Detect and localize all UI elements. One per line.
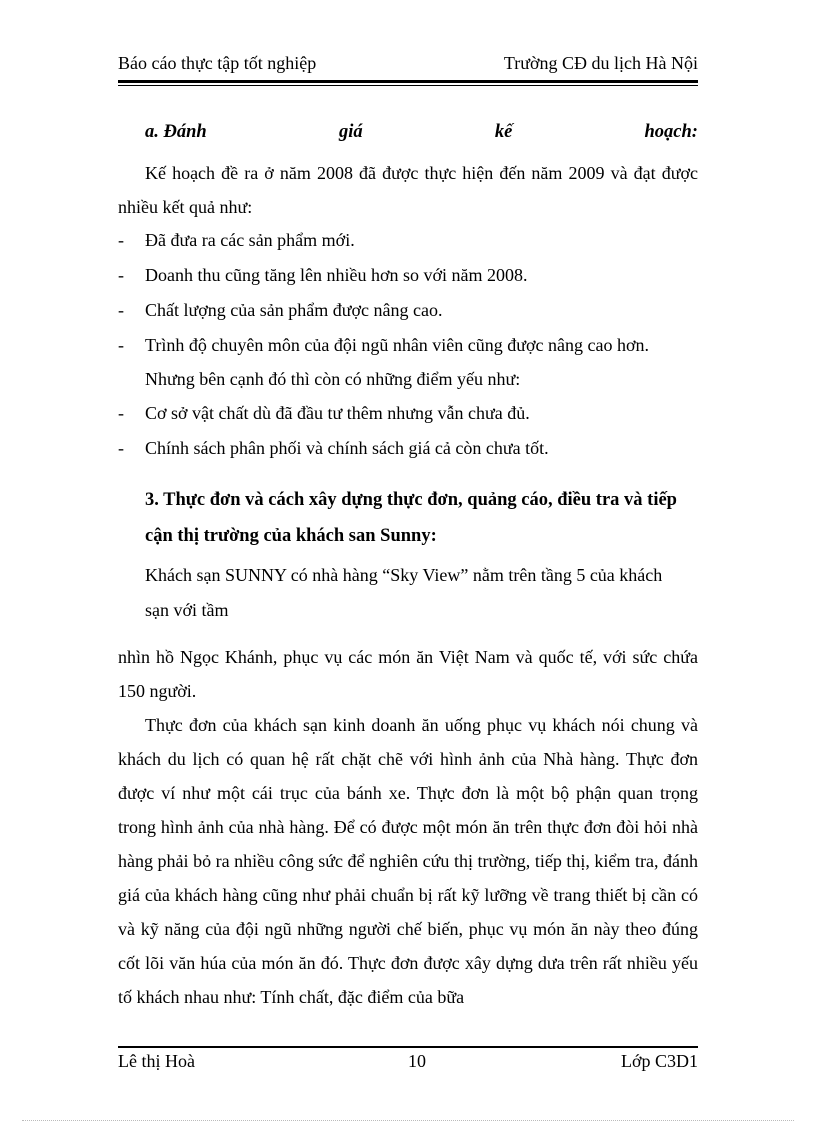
section-3-intro-line2: sạn với tầm: [145, 600, 229, 620]
weakness-item: [118, 403, 698, 433]
bullet-dash: -: [118, 438, 124, 458]
heading-word: hoạch:: [644, 122, 698, 142]
result-item: [118, 300, 698, 330]
result-text: Trình độ chuyên môn của đội ngũ nhân viên cũng được nâng cao hơn.: [145, 335, 650, 355]
bullet-dash: -: [118, 403, 124, 423]
bullet-dash: -: [118, 300, 124, 320]
footer-class: Lớp C3D1: [620, 1051, 698, 1071]
heading-word: giá: [338, 122, 363, 142]
bullet-dash: -: [118, 265, 124, 285]
page-header: [118, 53, 698, 79]
menu-paragraph: Thực đơn của khách sạn kinh doanh ăn uống phục vụ khách nói chung và khách du lịch có quan hệ rất chặt chẽ với hình ảnh của Nhà hàng. Thực đơn được ví như một cái trục của bánh xe. Thực đơn là một bộ phận quan trọng trong hình ảnh của nhà hàng. Để có được một món ăn trên thực đơn đòi hỏi nhà hàng phải bỏ ra nhiều công sức để nghiên cứu thị trường, tiếp thị, kiểm tra, đánh giá của khách hàng cũng như phải chuẩn bị rất kỹ lưỡng về trang thiết bị cần có và kỹ năng của đội ngũ những người chế biến, phục vụ món ăn này theo đúng cốt lõi văn húa của món ăn đó. Thực đơn được xây dựng dưa trên rất nhiều yếu tố khách nhau như: Tính chất, đặc điểm của bữa: [118, 715, 698, 1007]
heading-word: a. Đánh: [145, 122, 207, 142]
bullet-dash: -: [118, 230, 124, 250]
result-item: [118, 230, 698, 260]
restaurant-description: nhìn hồ Ngọc Khánh, phục vụ các món ăn Việt Nam và quốc tế, với sức chứa 150 người.: [118, 647, 698, 701]
footer-author: Lê thị Hoà: [118, 1051, 195, 1071]
weakness-item: [118, 438, 698, 468]
bullet-dash: -: [118, 335, 124, 355]
page-bottom-border: [22, 1120, 794, 1121]
header-rule: [118, 80, 698, 83]
section-a-intro: Kế hoạch đề ra ở năm 2008 đã được thực hiện đến năm 2009 và đạt được nhiều kết quả như:: [118, 163, 698, 217]
section-3-intro-line1: Khách sạn SUNNY có nhà hàng “Sky View” nằm trên tầng 5 của khách: [145, 565, 663, 585]
header-school-name: Trường CĐ du lịch Hà Nội: [503, 53, 698, 73]
weakness-text: Cơ sở vật chất dù đã đầu tư thêm nhưng vẫn chưa đủ.: [145, 403, 530, 423]
heading-word: kế: [494, 122, 513, 142]
result-text: Chất lượng của sản phẩm được nâng cao.: [145, 300, 443, 320]
footer-rule: [118, 1046, 698, 1048]
weaknesses-intro: Nhưng bên cạnh đó thì còn có những điểm yếu như:: [145, 369, 521, 389]
result-item: [118, 335, 698, 365]
header-report-title: Báo cáo thực tập tốt nghiệp: [118, 53, 317, 73]
result-text: Doanh thu cũng tăng lên nhiều hơn so với năm 2008.: [145, 265, 528, 285]
result-item: [118, 265, 698, 295]
header-rule-thin: [118, 85, 698, 86]
result-text: Đã đưa ra các sản phẩm mới.: [145, 230, 355, 250]
section-a-heading: [145, 122, 698, 143]
weakness-text: Chính sách phân phối và chính sách giá cả còn chưa tốt.: [145, 438, 549, 458]
page-number: 10: [408, 1051, 426, 1071]
section-3-heading: 3. Thực đơn và cách xây dựng thực đơn, quảng cáo, điều tra và tiếp cận thị trường của khách san Sunny:: [145, 490, 677, 546]
